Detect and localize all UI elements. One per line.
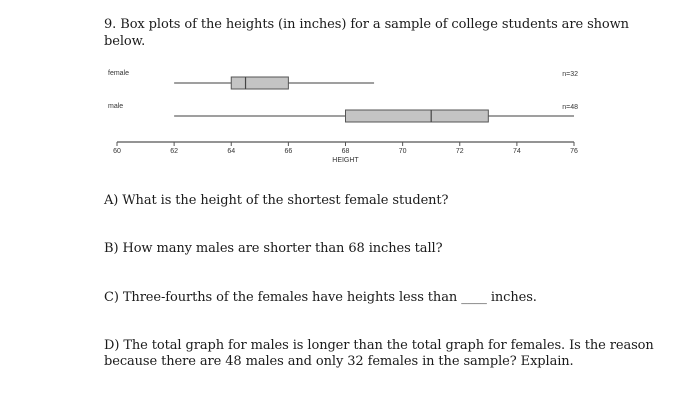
x-tick-label-70: 70 bbox=[398, 148, 407, 155]
x-tick-label-72: 72 bbox=[455, 148, 464, 155]
part-b-question: B) How many males are shorter than 68 inches tall? bbox=[104, 241, 443, 256]
x-tick-label-76: 76 bbox=[570, 148, 578, 155]
x-tick-label-62: 62 bbox=[170, 148, 179, 155]
question-line-1: 9. Box plots of the heights (in inches) for a sample of college students are shown bbox=[104, 17, 629, 32]
part-c-question bbox=[104, 290, 537, 306]
part-c-text: C) Three-fourths of the females have heights less than bbox=[104, 290, 458, 305]
female-n-label: n=32 bbox=[562, 71, 578, 78]
part-d-line-1: D) The total graph for males is longer than the total graph for females. Is the reason bbox=[104, 338, 654, 353]
female-group-label: female bbox=[108, 70, 130, 77]
male-group-label: male bbox=[108, 103, 124, 110]
part-d-line-2: because there are 48 males and only 32 females in the sample? Explain. bbox=[104, 354, 574, 369]
x-tick-label-74: 74 bbox=[512, 148, 521, 155]
female-box bbox=[231, 77, 288, 89]
male-box bbox=[346, 110, 489, 122]
x-tick-label-66: 66 bbox=[284, 148, 293, 155]
part-c-unit: inches. bbox=[490, 290, 537, 305]
x-tick-label-60: 60 bbox=[113, 148, 121, 155]
x-tick-label-64: 64 bbox=[227, 148, 236, 155]
x-tick-label-68: 68 bbox=[341, 148, 350, 155]
box-plot-chart bbox=[0, 0, 700, 190]
part-a-question: A) What is the height of the shortest female student? bbox=[104, 193, 449, 208]
question-line-2: below. bbox=[104, 34, 146, 49]
male-n-label: n=48 bbox=[562, 104, 578, 111]
x-axis-label: HEIGHT bbox=[332, 157, 359, 164]
part-c-blank[interactable]: ____ bbox=[461, 290, 487, 305]
